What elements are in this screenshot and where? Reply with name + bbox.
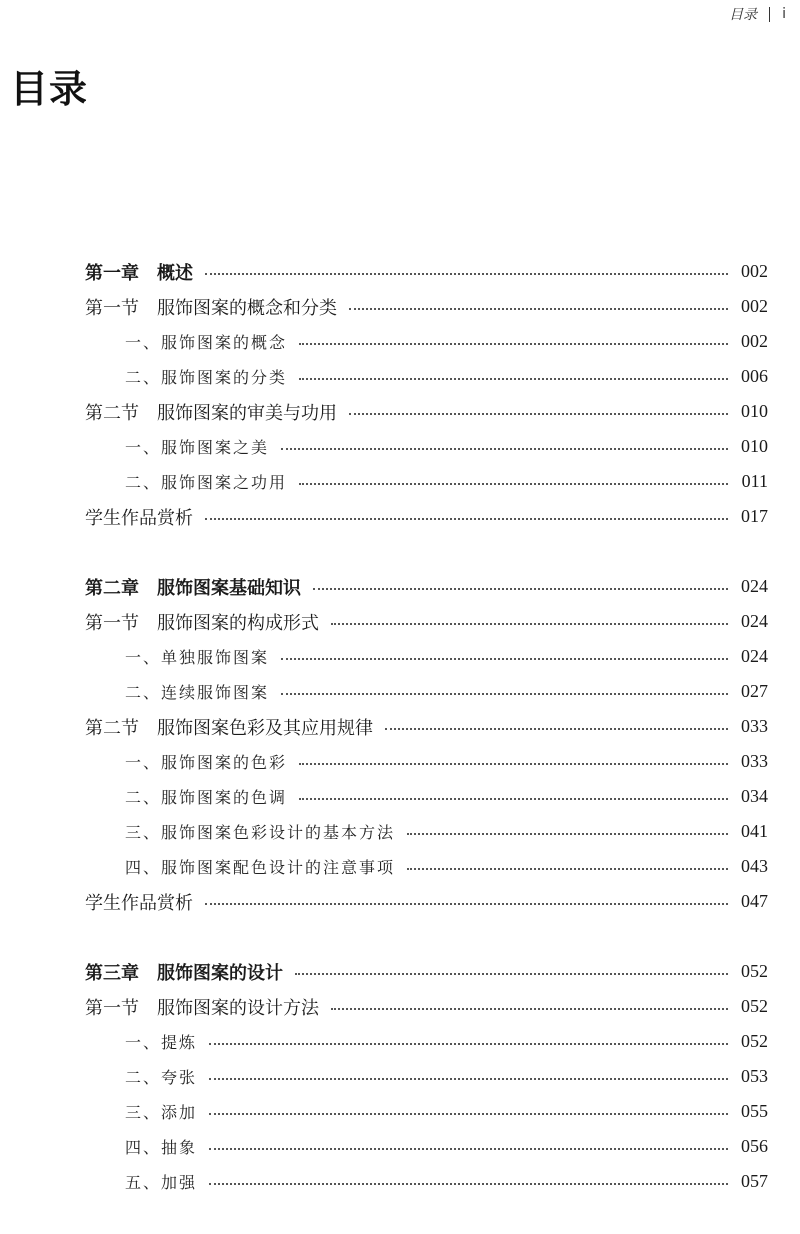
- dot-leader: [349, 308, 728, 310]
- toc-entry-label: 二、服饰图案之功用: [125, 473, 288, 492]
- dot-leader: [385, 728, 728, 730]
- page-number: i: [782, 6, 786, 22]
- toc-entry-page-number: 017: [741, 506, 768, 526]
- toc-entry-label: 二、连续服饰图案: [125, 683, 270, 702]
- toc-entry-page-number: 034: [741, 786, 768, 806]
- toc-entry-item[interactable]: [85, 429, 768, 464]
- toc-entry-section[interactable]: [85, 289, 768, 324]
- table-of-contents: [85, 254, 768, 1234]
- toc-entry-label: 第一节 服饰图案的概念和分类: [85, 297, 337, 319]
- dot-leader: [299, 343, 728, 345]
- toc-entry-item[interactable]: [85, 1164, 768, 1199]
- toc-entry-chapter[interactable]: [85, 569, 768, 604]
- toc-entry-page-number: 002: [741, 261, 768, 281]
- dot-leader: [407, 833, 728, 835]
- toc-entry-page-number: 010: [741, 401, 768, 421]
- toc-entry-item[interactable]: [85, 639, 768, 674]
- toc-entry-label: 第二章 服饰图案基础知识: [85, 577, 301, 599]
- toc-entry-label: 一、服饰图案的概念: [125, 333, 288, 352]
- toc-entry-label: 三、添加: [125, 1103, 198, 1122]
- toc-entry-page-number: 033: [741, 716, 768, 736]
- toc-entry-item[interactable]: [85, 814, 768, 849]
- toc-chapter-group: [85, 954, 768, 1199]
- toc-entry-label: 第一章 概述: [85, 262, 193, 284]
- toc-entry-label: 四、抽象: [125, 1138, 198, 1157]
- dot-leader: [281, 448, 728, 450]
- toc-entry-section[interactable]: [85, 884, 768, 919]
- toc-entry-section[interactable]: [85, 604, 768, 639]
- toc-entry-label: 一、单独服饰图案: [125, 648, 270, 667]
- toc-entry-label: 一、提炼: [125, 1033, 198, 1052]
- toc-entry-item[interactable]: [85, 1094, 768, 1129]
- dot-leader: [331, 623, 728, 625]
- toc-entry-label: 五、加强: [125, 1173, 198, 1192]
- dot-leader: [281, 658, 728, 660]
- toc-entry-page-number: 055: [741, 1101, 768, 1121]
- toc-entry-section[interactable]: [85, 394, 768, 429]
- toc-entry-label: 第三章 服饰图案的设计: [85, 962, 283, 984]
- toc-entry-page-number: 011: [741, 471, 768, 491]
- running-header: [729, 4, 786, 24]
- toc-entry-item[interactable]: [85, 1024, 768, 1059]
- toc-entry-page-number: 047: [741, 891, 768, 911]
- toc-entry-page-number: 006: [741, 366, 768, 386]
- toc-entry-item[interactable]: [85, 324, 768, 359]
- toc-entry-section[interactable]: [85, 989, 768, 1024]
- dot-leader: [295, 973, 728, 975]
- toc-entry-page-number: 033: [741, 751, 768, 771]
- dot-leader: [209, 1113, 728, 1115]
- toc-entry-page-number: 024: [741, 646, 768, 666]
- toc-entry-label: 第一节 服饰图案的设计方法: [85, 997, 319, 1019]
- toc-entry-section[interactable]: [85, 499, 768, 534]
- toc-entry-page-number: 024: [741, 611, 768, 631]
- running-header-divider: [769, 7, 770, 22]
- toc-entry-label: 四、服饰图案配色设计的注意事项: [125, 858, 396, 877]
- dot-leader: [209, 1183, 728, 1185]
- dot-leader: [313, 588, 728, 590]
- toc-entry-page-number: 052: [741, 961, 768, 981]
- toc-entry-label: 学生作品赏析: [85, 892, 193, 914]
- dot-leader: [299, 763, 728, 765]
- toc-entry-page-number: 010: [741, 436, 768, 456]
- dot-leader: [281, 693, 728, 695]
- toc-entry-page-number: 027: [741, 681, 768, 701]
- dot-leader: [299, 378, 728, 380]
- toc-entry-page-number: 052: [741, 996, 768, 1016]
- toc-entry-label: 第二节 服饰图案的审美与功用: [85, 402, 337, 424]
- dot-leader: [407, 868, 728, 870]
- toc-entry-item[interactable]: [85, 1129, 768, 1164]
- toc-entry-page-number: 002: [741, 296, 768, 316]
- toc-entry-section[interactable]: [85, 709, 768, 744]
- toc-entry-label: 第二节 服饰图案色彩及其应用规律: [85, 717, 373, 739]
- page-title: 目录: [10, 67, 89, 111]
- toc-entry-label: 学生作品赏析: [85, 507, 193, 529]
- toc-entry-page-number: 043: [741, 856, 768, 876]
- toc-entry-item[interactable]: [85, 359, 768, 394]
- toc-entry-label: 三、服饰图案色彩设计的基本方法: [125, 823, 396, 842]
- dot-leader: [349, 413, 728, 415]
- toc-entry-item[interactable]: [85, 1059, 768, 1094]
- toc-chapter-group: [85, 569, 768, 919]
- toc-entry-label: 第一节 服饰图案的构成形式: [85, 612, 319, 634]
- toc-entry-item[interactable]: [85, 674, 768, 709]
- toc-chapter-group: [85, 254, 768, 534]
- toc-entry-page-number: 002: [741, 331, 768, 351]
- dot-leader: [209, 1078, 728, 1080]
- running-header-title: 目录: [729, 7, 758, 23]
- toc-entry-page-number: 052: [741, 1031, 768, 1051]
- toc-entry-page-number: 024: [741, 576, 768, 596]
- toc-entry-item[interactable]: [85, 744, 768, 779]
- toc-entry-page-number: 041: [741, 821, 768, 841]
- dot-leader: [209, 1043, 728, 1045]
- dot-leader: [331, 1008, 728, 1010]
- toc-entry-page-number: 057: [741, 1171, 768, 1191]
- toc-entry-chapter[interactable]: [85, 954, 768, 989]
- toc-entry-item[interactable]: [85, 849, 768, 884]
- toc-entry-label: 一、服饰图案之美: [125, 438, 270, 457]
- dot-leader: [205, 518, 728, 520]
- toc-entry-label: 二、夸张: [125, 1068, 198, 1087]
- toc-entry-item[interactable]: [85, 779, 768, 814]
- dot-leader: [205, 903, 728, 905]
- toc-entry-item[interactable]: [85, 464, 768, 499]
- toc-entry-label: 二、服饰图案的分类: [125, 368, 288, 387]
- toc-entry-label: 二、服饰图案的色调: [125, 788, 288, 807]
- toc-entry-page-number: 056: [741, 1136, 768, 1156]
- dot-leader: [299, 798, 728, 800]
- toc-entry-page-number: 053: [741, 1066, 768, 1086]
- dot-leader: [209, 1148, 728, 1150]
- toc-entry-label: 一、服饰图案的色彩: [125, 753, 288, 772]
- dot-leader: [299, 483, 728, 485]
- toc-entry-chapter[interactable]: [85, 254, 768, 289]
- dot-leader: [205, 273, 728, 275]
